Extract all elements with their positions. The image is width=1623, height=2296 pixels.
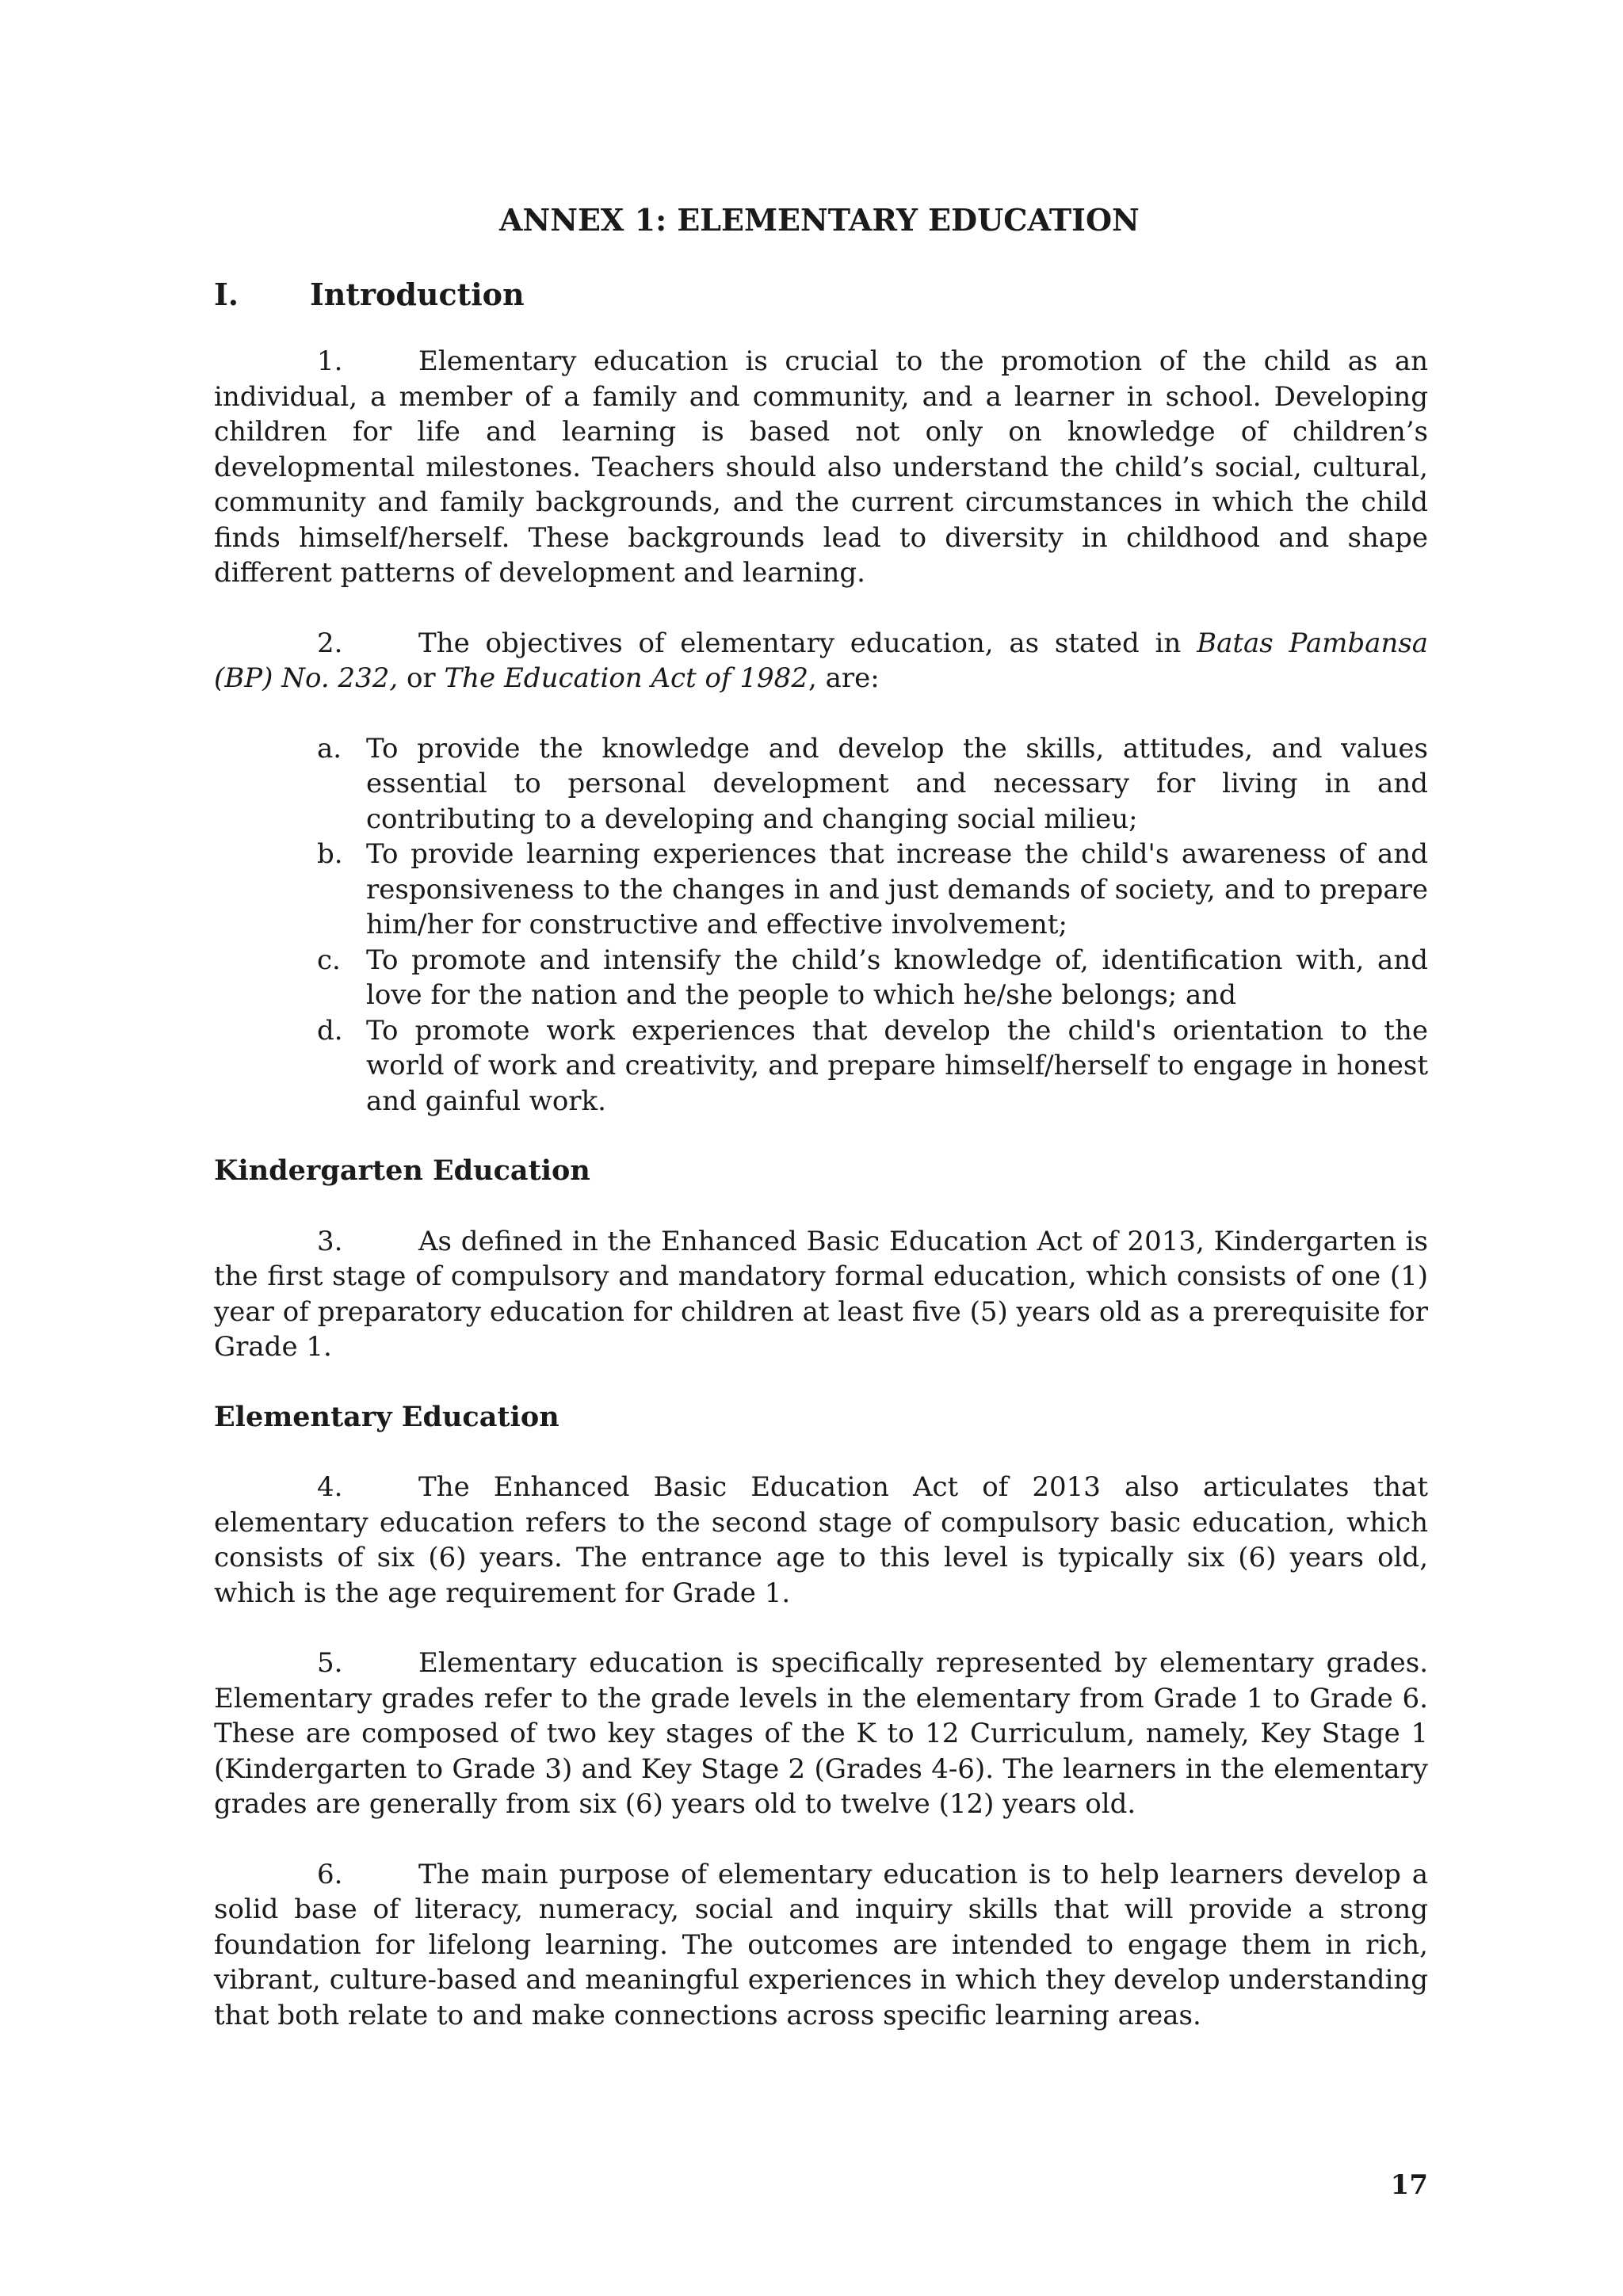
objective-item [214,943,1428,1013]
objective-item [214,731,1428,837]
paragraph-5 [214,1646,1428,1822]
law-title: Batas Pambansa (BP) No. 232, [214,627,1428,694]
paragraph-number: 5. [317,1647,343,1679]
paragraph-number: 1. [317,345,343,377]
page-number: 17 [1390,2169,1428,2201]
objective-text: To promote work experiences that develop the child's orientation to the world of work and creativity, and prepare himself/herself to engage in honest and gainful work. [366,1014,1428,1117]
section-heading [214,276,525,314]
paragraph-number: 2. [317,627,343,659]
objective-text: To promote and intensify the child’s knowledge of, identification with, and love for the nation and the people to which he/she belongs; and [366,944,1428,1011]
kindergarten-heading: Kindergarten Education [214,1154,590,1187]
objective-letter: c. [317,944,341,976]
objective-item [214,1013,1428,1119]
objectives-list [214,731,1428,1119]
paragraph-text: As defined in the Enhanced Basic Education Act of 2013, Kindergarten is the first stage of compulsory and mandatory formal education, which consists of one (1) year of preparatory education for children at least five (5) years old as a prerequisite for Grade 1. [214,1225,1428,1363]
paragraph-text: The objectives of elementary education, as stated in [418,627,1197,659]
paragraph-text: or [398,662,445,694]
section-title: Introduction [310,277,525,312]
act-title: The Education Act of 1982 [444,662,808,694]
objective-letter: b. [317,838,343,870]
annex-title: ANNEX 1: ELEMENTARY EDUCATION [499,202,1140,238]
paragraph-text: The main purpose of elementary education is to help learners develop a solid base of literacy, numeracy, social and inquiry skills that will provide a strong foundation for lifelong learning. The outcomes are intended to engage them in rich, vibrant, culture-based and meaningful experiences in which they develop understanding that both relate to and make connections across specific learning areas. [214,1858,1428,2031]
paragraph-4 [214,1470,1428,1611]
objective-letter: a. [317,732,342,765]
paragraph-number: 4. [317,1471,343,1503]
paragraph-text: , are: [808,662,880,694]
paragraph-3 [214,1224,1428,1365]
objective-text: To provide learning experiences that increase the child's awareness of and responsiveness to the changes in and just demands of society, and to prepare him/her for constructive and effective involvement; [366,838,1428,940]
elementary-heading: Elementary Education [214,1400,559,1433]
paragraph-number: 6. [317,1858,343,1890]
body-text [214,344,1428,2033]
paragraph-text: Elementary education is crucial to the promotion of the child as an individual, a member of a family and community, and a learner in school. Developing children for life and learning is based not only on knowledge of children’s developmental milestones. Teachers should also understand the child’s social, cultural, community and family backgrounds, and the current circumstances in which the child finds himself/herself. These backgrounds lead to diversity in childhood and shape different patterns of development and learning. [214,345,1428,589]
paragraph-text: Elementary education is specifically represented by elementary grades. Elementary grades refer to the grade levels in the elementary from Grade 1 to Grade 6. These are composed of two key stages of the K to 12 Curriculum, namely, Key Stage 1 (Kindergarten to Grade 3) and Key Stage 2 (Grades 4-6). The learners in the elementary grades are generally from six (6) years old to twelve (12) years old. [214,1647,1428,1820]
section-roman-numeral: I. [214,277,239,312]
paragraph-1 [214,344,1428,591]
document-page [214,0,1428,2296]
paragraph-6 [214,1857,1428,2034]
paragraph-text: The Enhanced Basic Education Act of 2013 also articulates that elementary education refers to the second stage of compulsory basic education, which consists of six (6) years. The entrance age to this level is typically six (6) years old, which is the age requirement for Grade 1. [214,1471,1428,1609]
paragraph-2 [214,626,1428,696]
objective-item [214,837,1428,943]
paragraph-number: 3. [317,1225,343,1257]
objective-letter: d. [317,1014,343,1047]
objective-text: To provide the knowledge and develop the skills, attitudes, and values essential to personal development and necessary for living in and contributing to a developing and changing social milieu; [366,732,1428,835]
